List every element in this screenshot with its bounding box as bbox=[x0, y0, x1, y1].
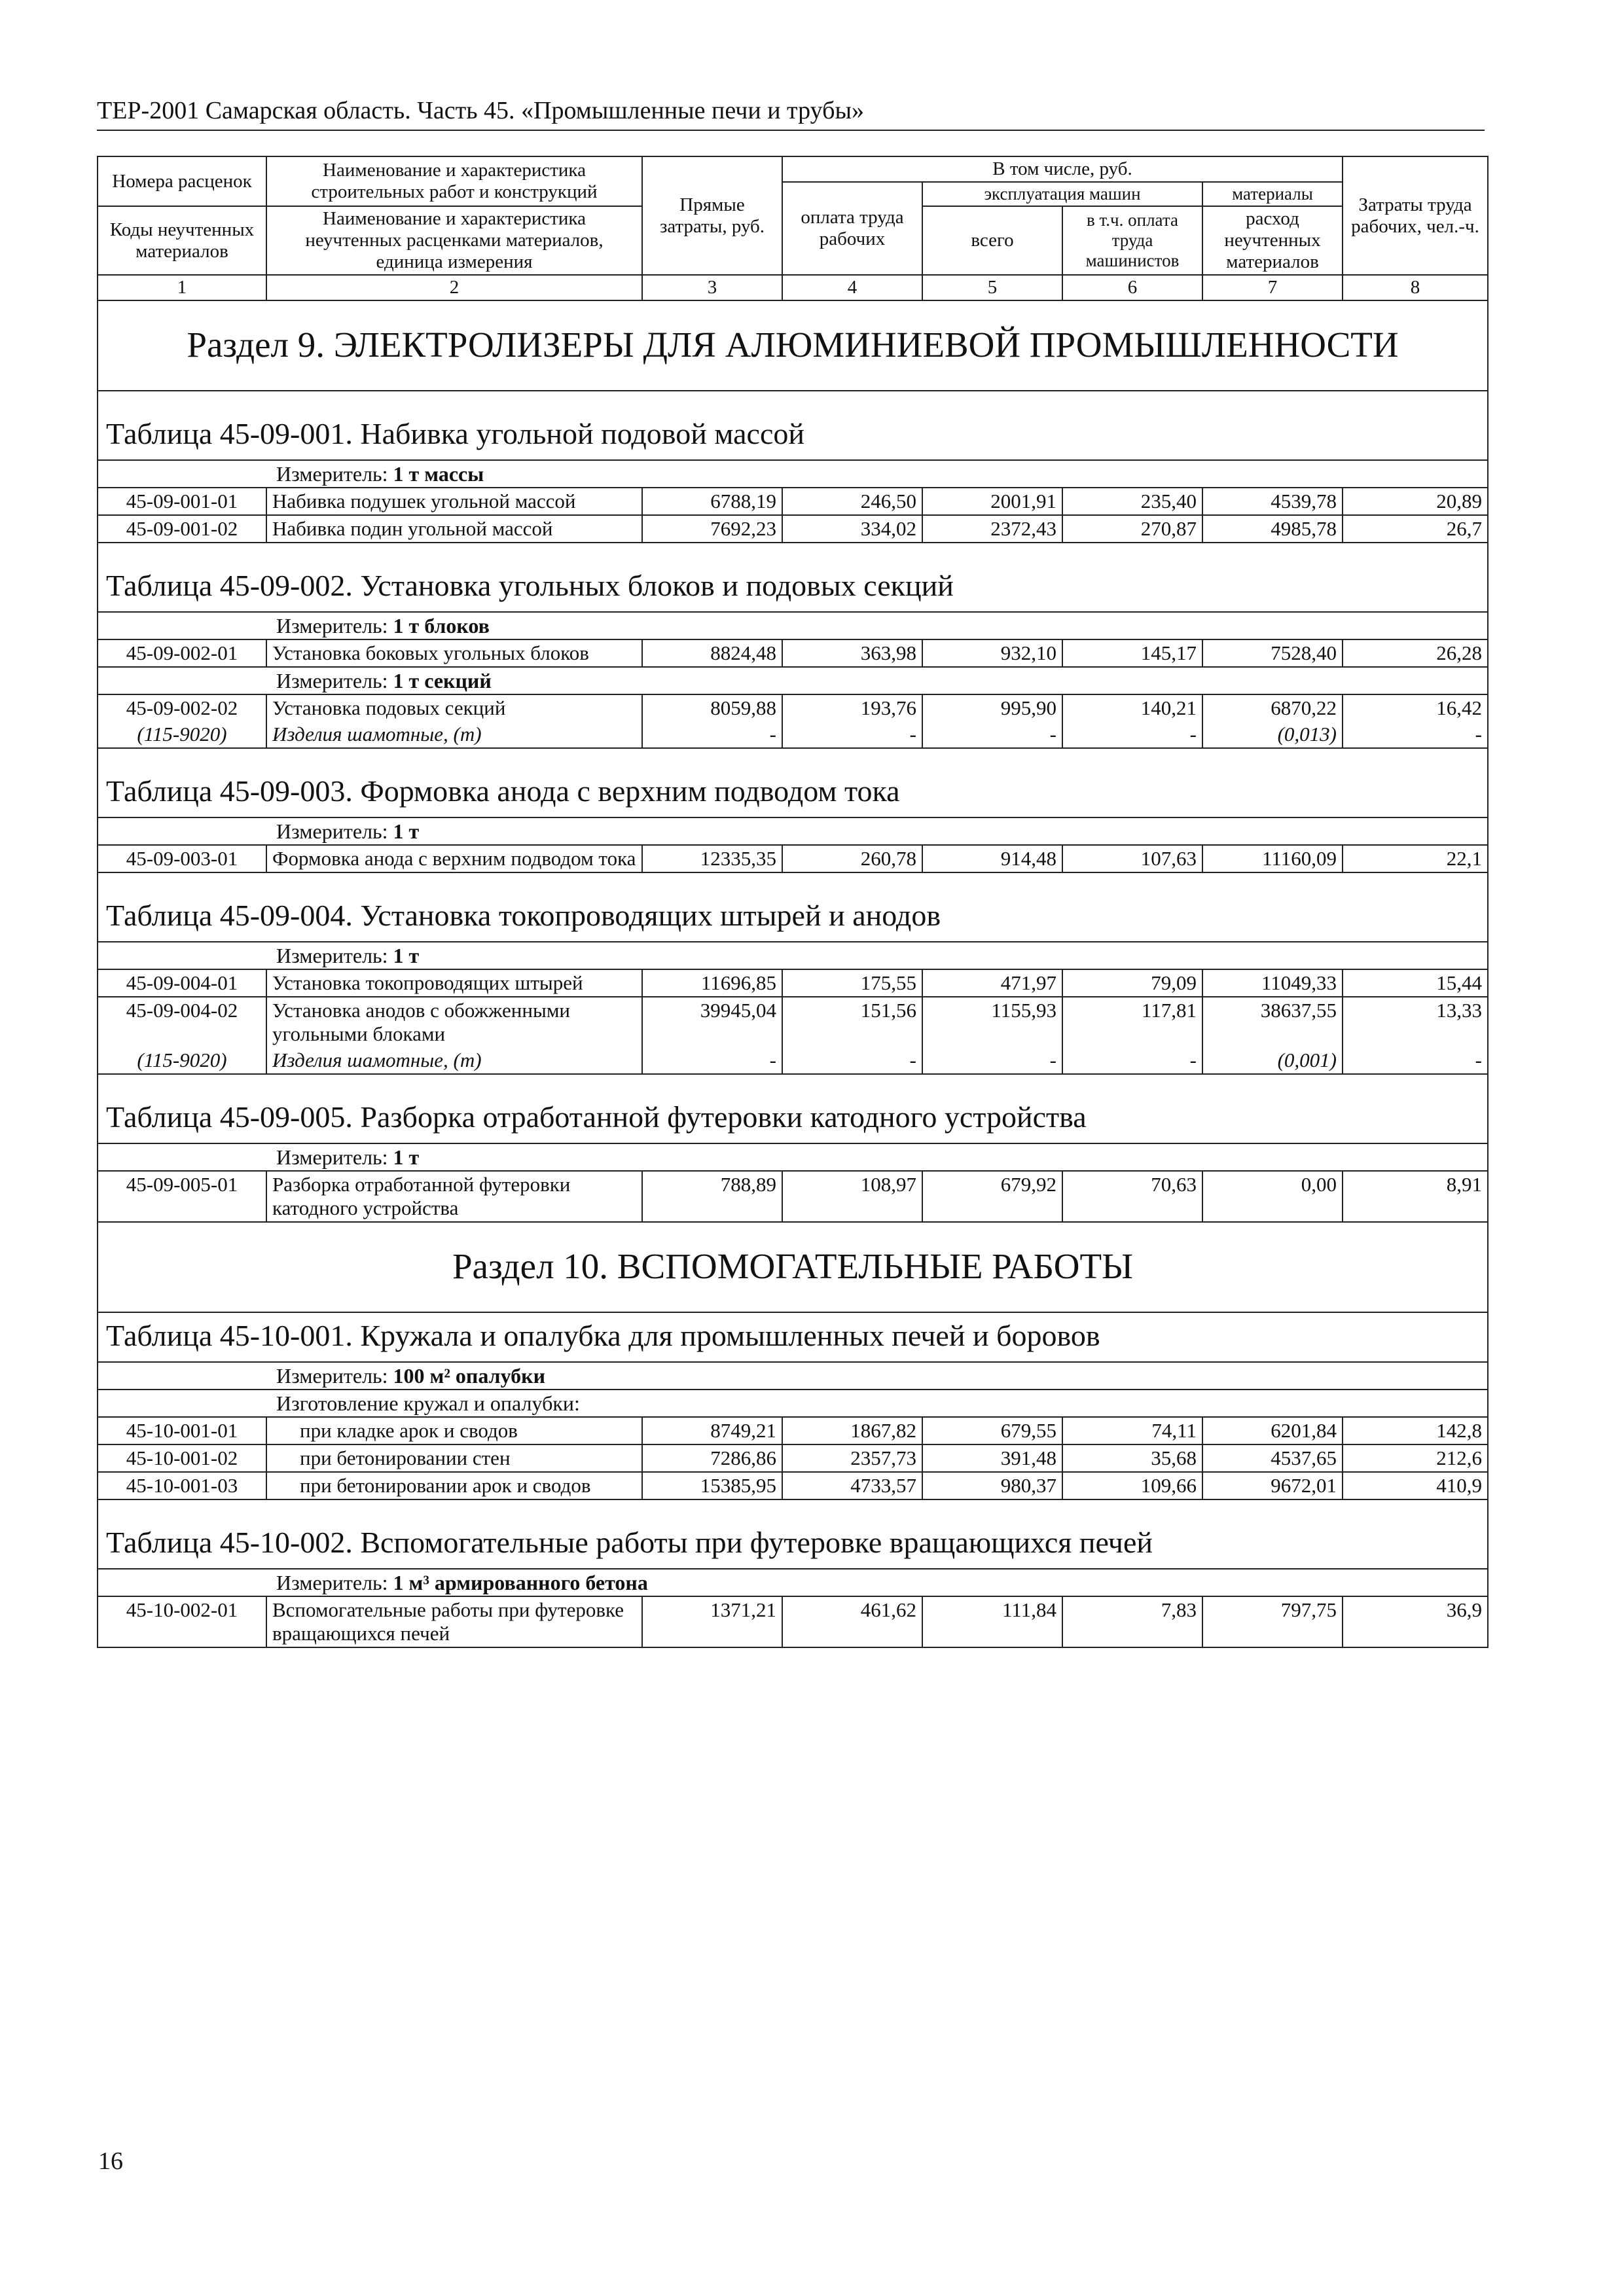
table-cell: 7528,40 bbox=[1202, 639, 1343, 667]
table-cell: 45-09-003-01 bbox=[98, 845, 266, 872]
table-cell: 0,00 bbox=[1202, 1171, 1343, 1222]
table-cell: Набивка подушек угольной массой bbox=[266, 488, 642, 515]
table-cell: 2001,91 bbox=[922, 488, 1062, 515]
table-cell: 8,91 bbox=[1343, 1171, 1488, 1222]
col4-header: оплата труда рабочих bbox=[782, 182, 922, 275]
table-cell: - bbox=[642, 721, 782, 748]
table-cell: - bbox=[1343, 721, 1488, 748]
col-number: 2 bbox=[266, 275, 642, 300]
table-cell: 35,68 bbox=[1062, 1444, 1202, 1472]
column-numbers-row bbox=[98, 275, 1488, 300]
table-cell: 6788,19 bbox=[642, 488, 782, 515]
table-cell: 36,9 bbox=[1343, 1596, 1488, 1647]
col-number: 3 bbox=[642, 275, 782, 300]
table-cell: - bbox=[1343, 1047, 1488, 1074]
table-cell: 932,10 bbox=[922, 639, 1062, 667]
table-cell: 145,17 bbox=[1062, 639, 1202, 667]
table-cell: 1155,93 bbox=[922, 997, 1062, 1047]
table-cell: 4733,57 bbox=[782, 1472, 922, 1499]
table-cell: 461,62 bbox=[782, 1596, 922, 1647]
table-cell: при бетонировании арок и сводов bbox=[266, 1472, 642, 1499]
col7-header: расход неучтенных материалов bbox=[1202, 206, 1343, 275]
table-cell: - bbox=[642, 1047, 782, 1074]
table-row bbox=[98, 1472, 1488, 1499]
page-header: ТЕР-2001 Самарская область. Часть 45. «Промышленные печи и трубы» bbox=[97, 96, 1485, 131]
col2-bottom-header: Наименование и характеристика неучтенных расценками материалов, единица измерения bbox=[266, 206, 642, 275]
table-cell: - bbox=[1062, 721, 1202, 748]
table-cell: 26,7 bbox=[1343, 515, 1488, 543]
table-row bbox=[98, 1417, 1488, 1444]
table-cell: 45-09-001-01 bbox=[98, 488, 266, 515]
col-number: 8 bbox=[1343, 275, 1488, 300]
table-45-09-002-title: Таблица 45-09-002. Установка угольных блоков и подовых секций bbox=[98, 543, 1488, 612]
table-row bbox=[98, 515, 1488, 543]
col8-header: Затраты труда рабочих, чел.-ч. bbox=[1343, 156, 1488, 275]
measure-unit: Измеритель: 1 т блоков bbox=[98, 612, 1488, 639]
table-row bbox=[98, 694, 1488, 721]
table-cell: 15,44 bbox=[1343, 969, 1488, 997]
table-cell: 151,56 bbox=[782, 997, 922, 1047]
table-cell: - bbox=[922, 721, 1062, 748]
table-cell: 142,8 bbox=[1343, 1417, 1488, 1444]
table-cell: 38637,55 bbox=[1202, 997, 1343, 1047]
table-cell: 45-10-001-01 bbox=[98, 1417, 266, 1444]
table-cell: 4539,78 bbox=[1202, 488, 1343, 515]
table-cell: 20,89 bbox=[1343, 488, 1488, 515]
measure-unit: Измеритель: 100 м² опалубки bbox=[98, 1362, 1488, 1390]
table-cell: 12335,35 bbox=[642, 845, 782, 872]
table-cell: 39945,04 bbox=[642, 997, 782, 1047]
table-cell: при бетонировании стен bbox=[266, 1444, 642, 1472]
table-cell: Установка боковых угольных блоков bbox=[266, 639, 642, 667]
incl-header: В том числе, руб. bbox=[782, 156, 1343, 182]
table-45-10-002-title: Таблица 45-10-002. Вспомогательные работы при футеровке вращающихся печей bbox=[98, 1499, 1488, 1569]
table-cell: 45-09-001-02 bbox=[98, 515, 266, 543]
measure-unit: Измеритель: 1 м³ армированного бетона bbox=[98, 1569, 1488, 1596]
col-number: 1 bbox=[98, 275, 266, 300]
table-cell: Формовка анода с верхним подводом тока bbox=[266, 845, 642, 872]
table-cell: 45-10-001-03 bbox=[98, 1472, 266, 1499]
col-number: 4 bbox=[782, 275, 922, 300]
table-cell: 175,55 bbox=[782, 969, 922, 997]
table-cell: 45-10-001-02 bbox=[98, 1444, 266, 1472]
table-cell: Вспомогательные работы при футеровке вращающихся печей bbox=[266, 1596, 642, 1647]
table-cell: 334,02 bbox=[782, 515, 922, 543]
table-cell: 11696,85 bbox=[642, 969, 782, 997]
table-cell: 797,75 bbox=[1202, 1596, 1343, 1647]
subheading: Изготовление кружал и опалубки: bbox=[98, 1390, 1488, 1417]
table-cell: 679,92 bbox=[922, 1171, 1062, 1222]
table-cell: 8824,48 bbox=[642, 639, 782, 667]
price-table bbox=[97, 156, 1489, 1648]
measure-unit: Измеритель: 1 т bbox=[98, 817, 1488, 845]
table-45-09-001-title: Таблица 45-09-001. Набивка угольной подовой массой bbox=[98, 391, 1488, 460]
measure-unit: Измеритель: 1 т массы bbox=[98, 460, 1488, 488]
table-cell: 914,48 bbox=[922, 845, 1062, 872]
table-cell: 7286,86 bbox=[642, 1444, 782, 1472]
table-cell: 74,11 bbox=[1062, 1417, 1202, 1444]
material-row bbox=[98, 1047, 1488, 1074]
table-cell: 363,98 bbox=[782, 639, 922, 667]
table-cell: Установка анодов с обожженными угольными блоками bbox=[266, 997, 642, 1047]
col-number: 7 bbox=[1202, 275, 1343, 300]
measure-unit: Измеритель: 1 т bbox=[98, 942, 1488, 969]
machines-header: эксплуатация машин bbox=[922, 182, 1202, 206]
table-cell: Набивка подин угольной массой bbox=[266, 515, 642, 543]
table-cell: (115-9020) bbox=[98, 721, 266, 748]
table-cell: 45-09-004-02 bbox=[98, 997, 266, 1047]
table-cell: - bbox=[782, 1047, 922, 1074]
table-cell: 70,63 bbox=[1062, 1171, 1202, 1222]
table-row bbox=[98, 969, 1488, 997]
table-cell: 45-09-004-01 bbox=[98, 969, 266, 997]
table-45-10-001-title: Таблица 45-10-001. Кружала и опалубка для промышленных печей и боровов bbox=[98, 1312, 1488, 1362]
table-cell: 7,83 bbox=[1062, 1596, 1202, 1647]
table-cell: (115-9020) bbox=[98, 1047, 266, 1074]
table-45-09-005-title: Таблица 45-09-005. Разборка отработанной футеровки катодного устройства bbox=[98, 1074, 1488, 1143]
table-cell: 117,81 bbox=[1062, 997, 1202, 1047]
table-cell: 679,55 bbox=[922, 1417, 1062, 1444]
table-cell: 4985,78 bbox=[1202, 515, 1343, 543]
table-cell: 6201,84 bbox=[1202, 1417, 1343, 1444]
col2-top-header: Наименование и характеристика строительных работ и конструкций bbox=[266, 156, 642, 206]
section-10-title: Раздел 10. ВСПОМОГАТЕЛЬНЫЕ РАБОТЫ bbox=[98, 1222, 1488, 1312]
table-row bbox=[98, 639, 1488, 667]
table-cell: 260,78 bbox=[782, 845, 922, 872]
materials-header: материалы bbox=[1202, 182, 1343, 206]
table-cell: 6870,22 bbox=[1202, 694, 1343, 721]
table-cell: 22,1 bbox=[1343, 845, 1488, 872]
table-cell: 45-09-005-01 bbox=[98, 1171, 266, 1222]
table-row bbox=[98, 1444, 1488, 1472]
col-number: 5 bbox=[922, 275, 1062, 300]
table-cell: 26,28 bbox=[1343, 639, 1488, 667]
table-cell: 980,37 bbox=[922, 1472, 1062, 1499]
table-cell: 193,76 bbox=[782, 694, 922, 721]
table-cell: 4537,65 bbox=[1202, 1444, 1343, 1472]
table-cell: 45-09-002-01 bbox=[98, 639, 266, 667]
table-cell: Изделия шамотные, (т) bbox=[266, 721, 642, 748]
table-row bbox=[98, 1596, 1488, 1647]
table-cell: - bbox=[1062, 1047, 1202, 1074]
table-cell: 246,50 bbox=[782, 488, 922, 515]
table-cell: 2372,43 bbox=[922, 515, 1062, 543]
table-cell: 79,09 bbox=[1062, 969, 1202, 997]
table-cell: 16,42 bbox=[1343, 694, 1488, 721]
table-cell: 13,33 bbox=[1343, 997, 1488, 1047]
table-45-09-004-title: Таблица 45-09-004. Установка токопроводящих штырей и анодов bbox=[98, 872, 1488, 942]
header-row-1 bbox=[98, 156, 1488, 182]
table-cell: 108,97 bbox=[782, 1171, 922, 1222]
section-9-title: Раздел 9. ЭЛЕКТРОЛИЗЕРЫ ДЛЯ АЛЮМИНИЕВОЙ ПРОМЫШЛЕННОСТИ bbox=[98, 300, 1488, 391]
table-row bbox=[98, 1171, 1488, 1222]
table-row bbox=[98, 997, 1488, 1047]
table-cell: (0,013) bbox=[1202, 721, 1343, 748]
table-cell: 788,89 bbox=[642, 1171, 782, 1222]
table-cell: Установка токопроводящих штырей bbox=[266, 969, 642, 997]
table-cell: Изделия шамотные, (т) bbox=[266, 1047, 642, 1074]
col-number: 6 bbox=[1062, 275, 1202, 300]
col3-header: Прямые затраты, руб. bbox=[642, 156, 782, 275]
table-cell: 11049,33 bbox=[1202, 969, 1343, 997]
table-cell: 7692,23 bbox=[642, 515, 782, 543]
table-cell: при кладке арок и сводов bbox=[266, 1417, 642, 1444]
table-row bbox=[98, 845, 1488, 872]
table-cell: 212,6 bbox=[1343, 1444, 1488, 1472]
table-cell: 995,90 bbox=[922, 694, 1062, 721]
measure-unit: Измеритель: 1 т секций bbox=[98, 667, 1488, 694]
measure-unit: Измеритель: 1 т bbox=[98, 1143, 1488, 1171]
table-cell: - bbox=[782, 721, 922, 748]
table-cell: 15385,95 bbox=[642, 1472, 782, 1499]
table-cell: 410,9 bbox=[1343, 1472, 1488, 1499]
table-cell: 45-10-002-01 bbox=[98, 1596, 266, 1647]
col6-header: в т.ч. оплата труда машинистов bbox=[1062, 206, 1202, 275]
table-cell: 107,63 bbox=[1062, 845, 1202, 872]
table-45-09-003-title: Таблица 45-09-003. Формовка анода с верхним подводом тока bbox=[98, 748, 1488, 817]
table-cell: 140,21 bbox=[1062, 694, 1202, 721]
table-cell: 45-09-002-02 bbox=[98, 694, 266, 721]
material-row bbox=[98, 721, 1488, 748]
table-cell: Установка подовых секций bbox=[266, 694, 642, 721]
table-cell: Разборка отработанной футеровки катодного устройства bbox=[266, 1171, 642, 1222]
table-cell: 270,87 bbox=[1062, 515, 1202, 543]
table-cell: 2357,73 bbox=[782, 1444, 922, 1472]
table-cell: 11160,09 bbox=[1202, 845, 1343, 872]
table-row bbox=[98, 488, 1488, 515]
table-cell: - bbox=[922, 1047, 1062, 1074]
table-cell: 109,66 bbox=[1062, 1472, 1202, 1499]
table-cell: (0,001) bbox=[1202, 1047, 1343, 1074]
table-cell: 8059,88 bbox=[642, 694, 782, 721]
col1-top-header: Номера расценок bbox=[98, 156, 266, 206]
table-cell: 1867,82 bbox=[782, 1417, 922, 1444]
page-number: 16 bbox=[98, 2147, 123, 2175]
table-cell: 391,48 bbox=[922, 1444, 1062, 1472]
table-cell: 9672,01 bbox=[1202, 1472, 1343, 1499]
table-cell: 111,84 bbox=[922, 1596, 1062, 1647]
table-cell: 1371,21 bbox=[642, 1596, 782, 1647]
table-cell: 235,40 bbox=[1062, 488, 1202, 515]
table-cell: 8749,21 bbox=[642, 1417, 782, 1444]
table-cell: 471,97 bbox=[922, 969, 1062, 997]
col5-header: всего bbox=[922, 206, 1062, 275]
col1-bottom-header: Коды неучтенных материалов bbox=[98, 206, 266, 275]
